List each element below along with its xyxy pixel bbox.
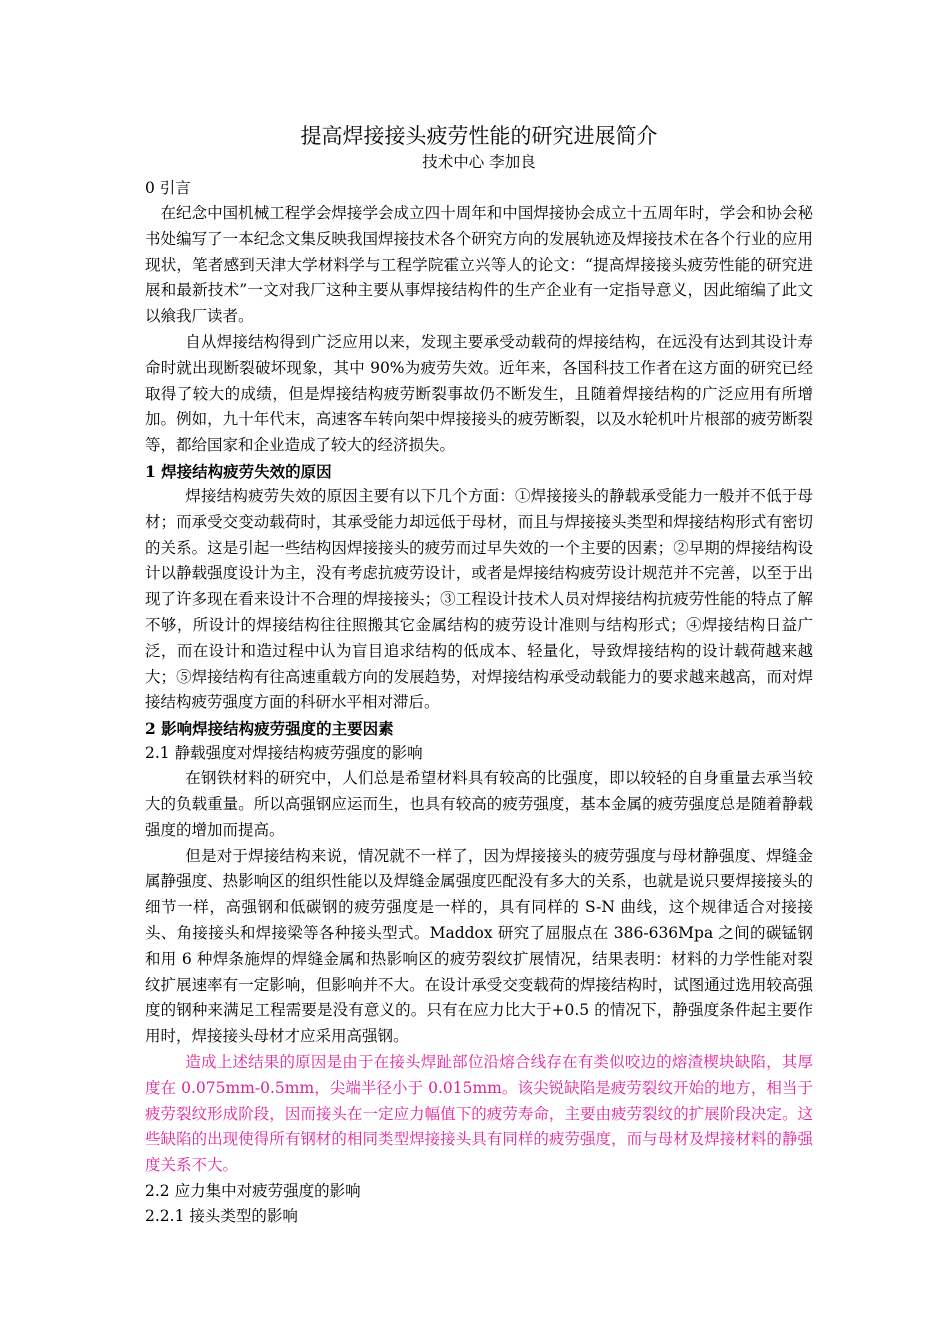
section-heading-2: 2 影响焊接结构疲劳强度的主要因素: [145, 719, 394, 739]
subsection-heading-2-2-1: 2.2.1 接头类型的影响: [145, 1206, 298, 1225]
paragraph-2-1-a: 在钢铁材料的研究中，人们总是希望材料具有较高的比强度，即以较轻的自身重量去承当较大的负载重量。所以高强钢应运而生，也具有较高的疲劳强度，基本金属的疲劳强度总是随着静载强度的增加而提高。: [145, 769, 813, 839]
section-heading-intro: 0 引言: [145, 179, 191, 197]
document-page: [145, 122, 813, 1229]
paragraph-2-1-b: 但是对于焊接结构来说，情况就不一样了，因为焊接接头的疲劳强度与母材静强度、焊缝金属静强度、热影响区的组织性能以及焊缝金属强度匹配没有多大的关系，也就是说只要焊接接头的细节一样，高强钢和低碳钢的疲劳强度是一样的，具有同样的 S-N 曲线，这个规律适合对接接头、角接接头和焊接梁等各种接头型式。Maddox 研究了屈服点在 386-636Mpa 之间的碳锰钢和用 6 种焊条施焊的焊缝金属和热影响区的疲劳裂纹扩展情况，结果表明：材料的力学性能对裂纹扩展速率有一定影响，但影响并不大。在设计承受交变载荷的焊接结构时，试图通过选用较高强度的钢种来满足工程需要是没有意义的。只有在应力比大于+0.5 的情况下，静强度条件起主要作用时，焊接接头母材才应采用高强钢。: [145, 846, 813, 1046]
document-title: 提高焊接接头疲劳性能的研究进展简介: [300, 124, 658, 148]
document-author: 技术中心 李加良: [422, 153, 536, 171]
paragraph-intro-1: 在纪念中国机械工程学会焊接学会成立四十周年和中国焊接协会成立十五周年时，学会和协会秘书处编写了一本纪念文集反映我国焊接技术各个研究方向的发展轨迹及焊接技术在各个行业的应用现状，笔者感到天津大学材料学与工程学院霍立兴等人的论文：“提高焊接接头疲劳性能的研究进展和最新技术”一文对我厂这种主要从事焊接结构件的生产企业有一定指导意义，因此缩编了此文以飨我厂读者。: [145, 204, 813, 326]
paragraph-section-1: 焊接结构疲劳失效的原因主要有以下几个方面：①焊接接头的静载承受能力一般并不低于母材；而承受交变动载荷时，其承受能力却远低于母材，而且与焊接接头类型和焊接结构形式有密切的关系。这是引起一些结构因焊接接头的疲劳而过早失效的一个主要的因素；②早期的焊接结构设计以静载强度设计为主，没有考虑抗疲劳设计，或者是焊接结构疲劳设计规范并不完善，以至于出现了许多现在看来设计不合理的焊接接头；③工程设计技术人员对焊接结构抗疲劳性能的特点了解不够，所设计的焊接结构往往照搬其它金属结构的疲劳设计准则与结构形式；④焊接结构日益广泛，而在设计和造过程中认为盲目追求结构的低成本、轻量化，导致焊接结构的设计载荷越来越大；⑤焊接结构有往高速重载方向的发展趋势，对焊接结构承受动载能力的要求越来越高，而对焊接结构疲劳强度方面的科研水平相对滞后。: [145, 486, 813, 712]
subsection-heading-2-2: 2.2 应力集中对疲劳强度的影响: [145, 1181, 361, 1200]
subsection-heading-2-1: 2.1 静载强度对焊接结构疲劳强度的影响: [145, 744, 423, 763]
paragraph-2-1-highlight: 造成上述结果的原因是由于在接头焊趾部位沿熔合线存在有类似咬边的熔渣楔块缺陷，其厚度在 0.075mm-0.5mm，尖端半径小于 0.015mm。该尖锐缺陷是疲劳裂纹开始的地方，相当于疲劳裂纹形成阶段，因而接头在一定应力幅值下的疲劳寿命，主要由疲劳裂纹的扩展阶段决定。这些缺陷的出现使得所有钢材的相同类型焊接接头具有同样的疲劳强度，而与母材及焊接材料的静强度关系不大。: [145, 1052, 813, 1175]
paragraph-intro-2: 自从焊接结构得到广泛应用以来，发现主要承受动载荷的焊接结构，在远没有达到其设计寿命时就出现断裂破坏现象，其中 90%为疲劳失效。近年来，各国科技工作者在这方面的研究已经取得了较大的成绩，但是焊接结构疲劳断裂事故仍不断发生，且随着焊接结构的广泛应用有所增加。例如，九十年代末，高速客车转向架中焊接接头的疲劳断裂，以及水轮机叶片根部的疲劳断裂等，都给国家和企业造成了较大的经济损失。: [145, 332, 813, 455]
section-heading-1: 1 焊接结构疲劳失效的原因: [145, 461, 332, 481]
